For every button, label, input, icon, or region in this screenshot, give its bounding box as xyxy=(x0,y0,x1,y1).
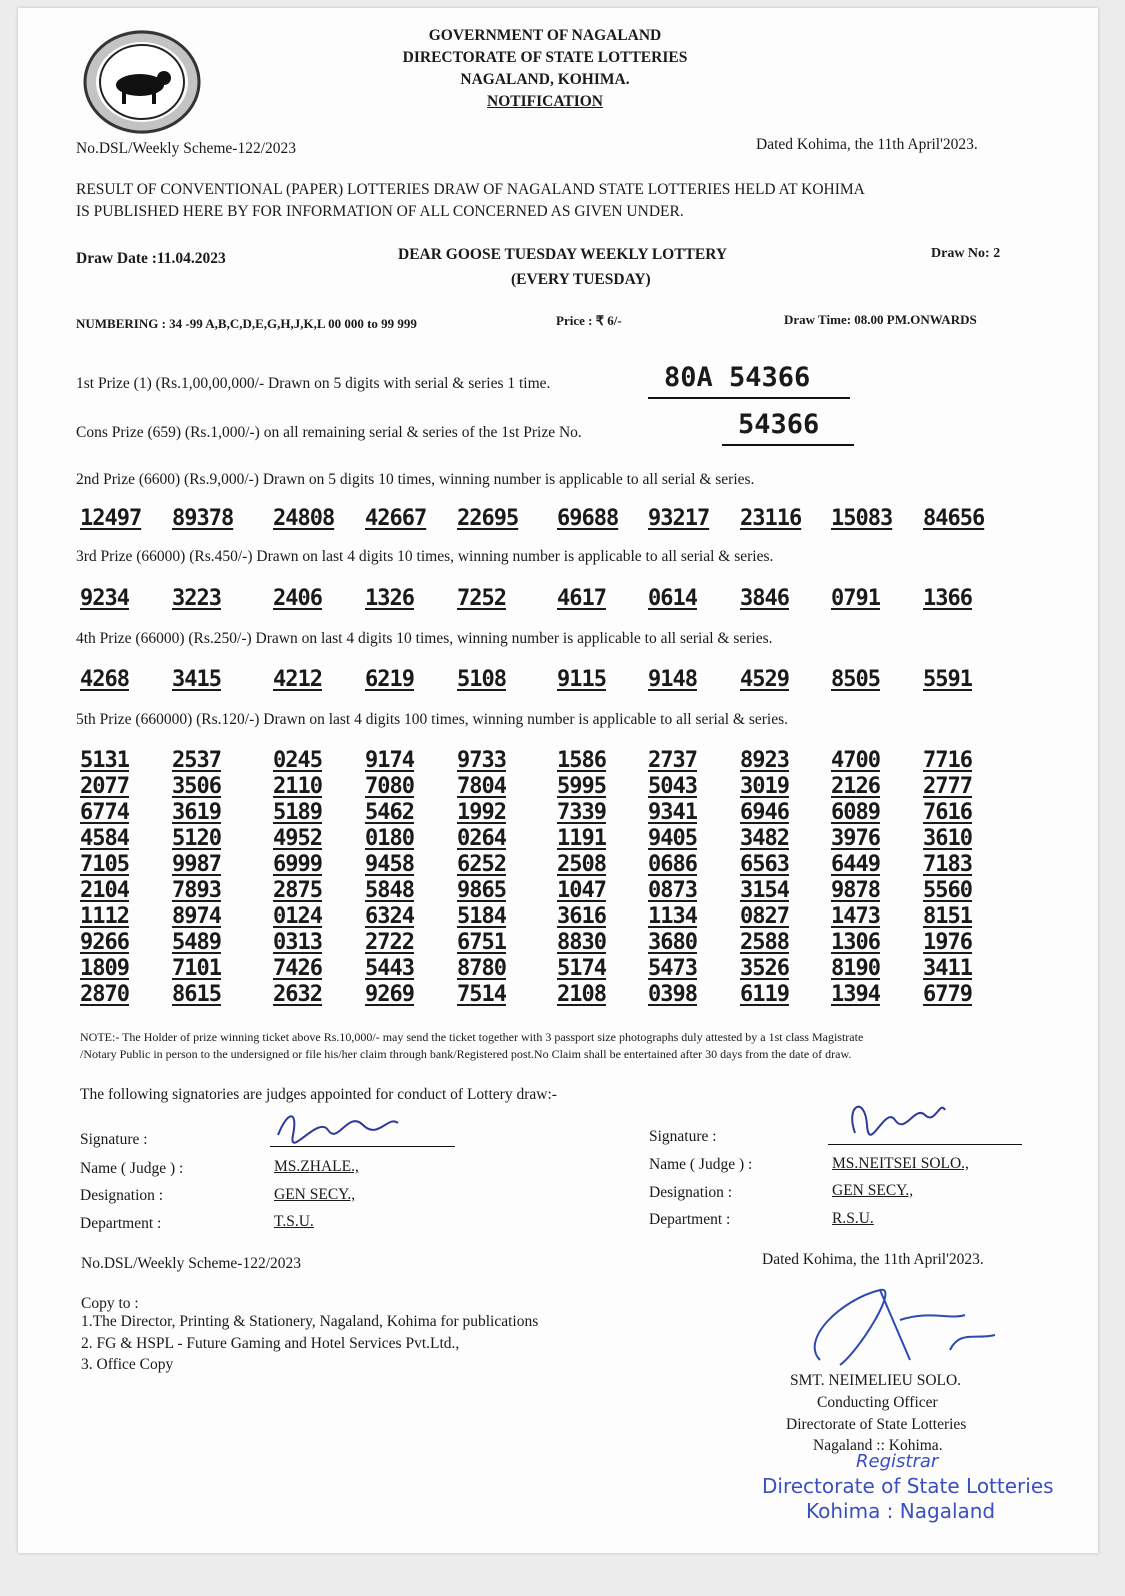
draw-number: Draw No: 2 xyxy=(931,246,1001,261)
winning-number: 6252 xyxy=(457,852,506,877)
judge1-designation: GEN SECY., xyxy=(274,1186,356,1203)
winning-number: 7426 xyxy=(273,956,322,981)
winning-number: 0873 xyxy=(648,878,697,903)
winning-number: 6999 xyxy=(273,852,322,877)
winning-number: 0180 xyxy=(365,826,414,851)
winning-number: 7252 xyxy=(457,586,506,611)
winning-number: 8151 xyxy=(923,904,972,929)
winning-number: 5189 xyxy=(273,800,322,825)
price: Price : ₹ 6/- xyxy=(556,313,622,328)
winning-number: 7716 xyxy=(923,748,972,773)
header-notification: NOTIFICATION xyxy=(487,93,603,110)
winning-number: 7101 xyxy=(172,956,221,981)
winning-number: 0264 xyxy=(457,826,506,851)
winning-number: 9405 xyxy=(648,826,697,851)
winning-number: 1306 xyxy=(831,930,880,955)
winning-number: 9865 xyxy=(457,878,506,903)
winning-number: 2126 xyxy=(831,774,880,799)
winning-number: 4529 xyxy=(740,667,789,692)
header-directorate: DIRECTORATE OF STATE LOTTERIES xyxy=(402,49,688,66)
winning-number: 8615 xyxy=(172,982,221,1007)
winning-number: 1809 xyxy=(80,956,129,981)
winning-number: 0614 xyxy=(648,586,697,611)
winning-number: 8780 xyxy=(457,956,506,981)
winning-number: 5131 xyxy=(80,748,129,773)
first-prize-number: 80A 54366 xyxy=(648,362,850,399)
winning-number: 0791 xyxy=(831,586,880,611)
winning-number: 5043 xyxy=(648,774,697,799)
winning-number: 6219 xyxy=(365,667,414,692)
winning-number: 0245 xyxy=(273,748,322,773)
copy-to-item: 2. FG & HSPL - Future Gaming and Hotel Services Pvt.Ltd., xyxy=(81,1335,460,1352)
judge2-department: R.S.U. xyxy=(832,1210,874,1227)
judge2-name-label: Name ( Judge ) : xyxy=(649,1156,753,1173)
winning-number: 4700 xyxy=(831,748,880,773)
winning-number: 3680 xyxy=(648,930,697,955)
winning-number: 2737 xyxy=(648,748,697,773)
judge1-name-label: Name ( Judge ) : xyxy=(80,1160,184,1177)
officer-name: SMT. NEIMELIEU SOLO. xyxy=(790,1372,962,1389)
winning-number: 2104 xyxy=(80,878,129,903)
judge2-designation: GEN SECY., xyxy=(832,1182,914,1199)
winning-number: 3506 xyxy=(172,774,221,799)
winning-number: 3976 xyxy=(831,826,880,851)
winning-number: 2777 xyxy=(923,774,972,799)
winning-number: 9987 xyxy=(172,852,221,877)
winning-number: 2537 xyxy=(172,748,221,773)
winning-number: 1992 xyxy=(457,800,506,825)
winning-number: 15083 xyxy=(831,506,893,531)
winning-number: 2108 xyxy=(557,982,606,1007)
judge1-department: T.S.U. xyxy=(274,1213,314,1230)
winning-number: 69688 xyxy=(557,506,619,531)
footer-reference: No.DSL/Weekly Scheme-122/2023 xyxy=(81,1255,302,1272)
winning-number: 89378 xyxy=(172,506,234,531)
winning-number: 3610 xyxy=(923,826,972,851)
winning-number: 6324 xyxy=(365,904,414,929)
winning-number: 93217 xyxy=(648,506,710,531)
winning-number: 9174 xyxy=(365,748,414,773)
fifth-prize-label: 5th Prize (660000) (Rs.120/-) Drawn on last 4 digits 100 times, winning number is applicable to all serial & series. xyxy=(76,711,789,728)
judge2-name: MS.NEITSEI SOLO., xyxy=(832,1155,969,1172)
header-place: NAGALAND, KOHIMA. xyxy=(460,71,630,88)
winning-number: 3411 xyxy=(923,956,972,981)
winning-number: 1394 xyxy=(831,982,880,1007)
stamp-directorate: Directorate of State Lotteries xyxy=(762,1474,1054,1498)
winning-number: 2722 xyxy=(365,930,414,955)
winning-number: 3526 xyxy=(740,956,789,981)
winning-number: 5443 xyxy=(365,956,414,981)
stamp-registrar: Registrar xyxy=(856,1451,939,1472)
winning-number: 7893 xyxy=(172,878,221,903)
winning-number: 4584 xyxy=(80,826,129,851)
winning-number: 5591 xyxy=(923,667,972,692)
winning-number: 3616 xyxy=(557,904,606,929)
second-prize-label: 2nd Prize (6600) (Rs.9,000/-) Drawn on 5 digits 10 times, winning number is applicable to all serial & series. xyxy=(76,471,755,488)
winning-number: 12497 xyxy=(80,506,142,531)
winning-number: 1366 xyxy=(923,586,972,611)
winning-number: 2875 xyxy=(273,878,322,903)
winning-number: 8190 xyxy=(831,956,880,981)
judge2-designation-label: Designation : xyxy=(649,1184,733,1201)
winning-number: 7616 xyxy=(923,800,972,825)
first-prize-label: 1st Prize (1) (Rs.1,00,00,000/- Drawn on 5 digits with serial & series 1 time. xyxy=(76,375,551,392)
judge1-signature-line xyxy=(270,1146,455,1147)
winning-number: 5174 xyxy=(557,956,606,981)
winning-number: 1586 xyxy=(557,748,606,773)
winning-number: 2110 xyxy=(273,774,322,799)
winning-number: 8505 xyxy=(831,667,880,692)
winning-number: 4617 xyxy=(557,586,606,611)
winning-number: 5560 xyxy=(923,878,972,903)
winning-number: 1326 xyxy=(365,586,414,611)
winning-number: 9458 xyxy=(365,852,414,877)
winning-number: 23116 xyxy=(740,506,802,531)
winning-number: 4952 xyxy=(273,826,322,851)
winning-number: 6779 xyxy=(923,982,972,1007)
officer-title: Conducting Officer xyxy=(817,1394,938,1411)
winning-number: 9266 xyxy=(80,930,129,955)
winning-number: 3019 xyxy=(740,774,789,799)
winning-number: 6089 xyxy=(831,800,880,825)
winning-number: 6119 xyxy=(740,982,789,1007)
winning-number: 6946 xyxy=(740,800,789,825)
winning-number: 7514 xyxy=(457,982,506,1007)
reference-number: No.DSL/Weekly Scheme-122/2023 xyxy=(76,140,297,157)
intro-line-1: RESULT OF CONVENTIONAL (PAPER) LOTTERIES DRAW OF NAGALAND STATE LOTTERIES HELD AT KOHIMA xyxy=(76,181,865,198)
winning-number: 5995 xyxy=(557,774,606,799)
winning-number: 9341 xyxy=(648,800,697,825)
judge2-signature-line xyxy=(828,1144,1022,1145)
intro-line-2: IS PUBLISHED HERE BY FOR INFORMATION OF ALL CONCERNED AS GIVEN UNDER. xyxy=(76,203,684,220)
note-line-2: /Notary Public in person to the undersigned or file his/her claim through bank/Registered post.No Claim shall be entertained after 30 days from the date of draw. xyxy=(80,1047,852,1061)
winning-number: 7183 xyxy=(923,852,972,877)
winning-number: 2508 xyxy=(557,852,606,877)
winning-number: 2588 xyxy=(740,930,789,955)
winning-number: 7105 xyxy=(80,852,129,877)
winning-number: 42667 xyxy=(365,506,427,531)
winning-number: 0686 xyxy=(648,852,697,877)
winning-number: 1473 xyxy=(831,904,880,929)
winning-number: 5108 xyxy=(457,667,506,692)
winning-number: 7339 xyxy=(557,800,606,825)
winning-number: 1191 xyxy=(557,826,606,851)
winning-number: 9269 xyxy=(365,982,414,1007)
judges-intro: The following signatories are judges appointed for conduct of Lottery draw:- xyxy=(80,1086,557,1103)
winning-number: 1112 xyxy=(80,904,129,929)
winning-number: 24808 xyxy=(273,506,335,531)
winning-number: 5462 xyxy=(365,800,414,825)
draw-date: Draw Date :11.04.2023 xyxy=(76,250,226,267)
judge2-department-label: Department : xyxy=(649,1211,731,1228)
lottery-name: DEAR GOOSE TUESDAY WEEKLY LOTTERY xyxy=(398,246,728,263)
winning-number: 5473 xyxy=(648,956,697,981)
fourth-prize-label: 4th Prize (66000) (Rs.250/-) Drawn on last 4 digits 10 times, winning number is applicable to all serial & series. xyxy=(76,630,773,647)
winning-number: 0398 xyxy=(648,982,697,1007)
winning-number: 5120 xyxy=(172,826,221,851)
note-line-1: NOTE:- The Holder of prize winning ticket above Rs.10,000/- may send the ticket together with 3 passport size photographs duly attested by a 1st class Magistrate xyxy=(80,1030,864,1044)
dated: Dated Kohima, the 11th April'2023. xyxy=(756,136,978,153)
winning-number: 9148 xyxy=(648,667,697,692)
winning-number: 3482 xyxy=(740,826,789,851)
winning-number: 7804 xyxy=(457,774,506,799)
stamp-place: Kohima : Nagaland xyxy=(806,1499,996,1523)
judge1-designation-label: Designation : xyxy=(80,1187,164,1204)
winning-number: 0313 xyxy=(273,930,322,955)
cons-prize-number: 54366 xyxy=(722,409,854,446)
winning-number: 5848 xyxy=(365,878,414,903)
winning-number: 5184 xyxy=(457,904,506,929)
winning-number: 5489 xyxy=(172,930,221,955)
judge1-signature-label: Signature : xyxy=(80,1131,148,1148)
lottery-frequency: (EVERY TUESDAY) xyxy=(511,271,651,288)
winning-number: 8923 xyxy=(740,748,789,773)
judge2-signature xyxy=(845,1095,955,1140)
winning-number: 6449 xyxy=(831,852,880,877)
winning-number: 3846 xyxy=(740,586,789,611)
footer-dated: Dated Kohima, the 11th April'2023. xyxy=(762,1251,984,1268)
winning-number: 1976 xyxy=(923,930,972,955)
copy-to-item: 1.The Director, Printing & Stationery, Nagaland, Kohima for publications xyxy=(81,1313,539,1330)
copy-to-title: Copy to : xyxy=(81,1295,139,1312)
third-prize-label: 3rd Prize (66000) (Rs.450/-) Drawn on last 4 digits 10 times, winning number is applicable to all serial & series. xyxy=(76,548,774,565)
officer-place: Nagaland :: Kohima. xyxy=(813,1437,943,1454)
winning-number: 6751 xyxy=(457,930,506,955)
winning-number: 22695 xyxy=(457,506,519,531)
judge1-department-label: Department : xyxy=(80,1215,162,1232)
winning-number: 2077 xyxy=(80,774,129,799)
winning-number: 3154 xyxy=(740,878,789,903)
winning-number: 1047 xyxy=(557,878,606,903)
winning-number: 2632 xyxy=(273,982,322,1007)
winning-number: 8974 xyxy=(172,904,221,929)
draw-time: Draw Time: 08.00 PM.ONWARDS xyxy=(784,312,977,327)
winning-number: 3415 xyxy=(172,667,221,692)
winning-number: 2870 xyxy=(80,982,129,1007)
winning-number: 3619 xyxy=(172,800,221,825)
winning-number: 1134 xyxy=(648,904,697,929)
header-gov: GOVERNMENT OF NAGALAND xyxy=(428,27,662,44)
winning-number: 7080 xyxy=(365,774,414,799)
officer-signature xyxy=(800,1280,1010,1380)
winning-number: 6563 xyxy=(740,852,789,877)
officer-org: Directorate of State Lotteries xyxy=(786,1416,967,1433)
winning-number: 9115 xyxy=(557,667,606,692)
winning-number: 0827 xyxy=(740,904,789,929)
numbering: NUMBERING : 34 -99 A,B,C,D,E,G,H,J,K,L 00 000 to 99 999 xyxy=(76,316,417,331)
winning-number: 3223 xyxy=(172,586,221,611)
judge1-name: MS.ZHALE., xyxy=(274,1158,359,1175)
winning-number: 4268 xyxy=(80,667,129,692)
winning-number: 9878 xyxy=(831,878,880,903)
winning-number: 84656 xyxy=(923,506,985,531)
winning-number: 9234 xyxy=(80,586,129,611)
winning-number: 8830 xyxy=(557,930,606,955)
winning-number: 4212 xyxy=(273,667,322,692)
cons-prize-label: Cons Prize (659) (Rs.1,000/-) on all remaining serial & series of the 1st Prize No. xyxy=(76,424,582,441)
winning-number: 0124 xyxy=(273,904,322,929)
winning-number: 2406 xyxy=(273,586,322,611)
winning-number: 9733 xyxy=(457,748,506,773)
judge2-signature-label: Signature : xyxy=(649,1128,717,1145)
winning-number: 6774 xyxy=(80,800,129,825)
judge1-signature xyxy=(268,1105,408,1145)
copy-to-item: 3. Office Copy xyxy=(81,1356,174,1373)
